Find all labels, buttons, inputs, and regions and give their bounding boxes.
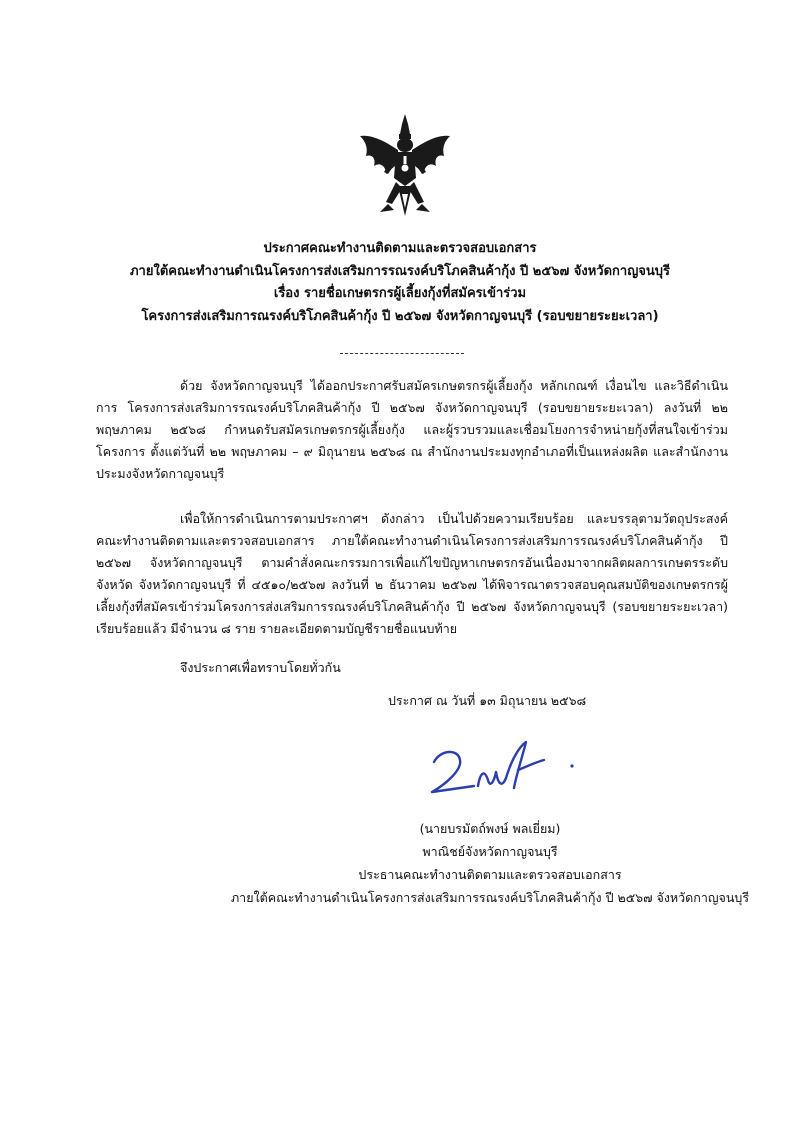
body-paragraph-1: [96, 375, 728, 485]
handwritten-signature: [420, 732, 590, 802]
signatory-position-2: ประธานคณะทำงานติดตามและตรวจสอบเอกสาร: [358, 867, 622, 882]
announcement-header: [60, 238, 740, 328]
header-line-3: เรื่อง รายชื่อเกษตรกรผู้เลี้ยงกุ้งที่สมัครเข้าร่วม: [273, 286, 527, 301]
signatory-position-1: พาณิชย์จังหวัดกาญจนบุรี: [422, 844, 558, 859]
body-paragraph-2: [96, 508, 728, 640]
garuda-emblem-icon: [358, 112, 452, 224]
separator-line: [340, 353, 464, 354]
header-line-2: ภายใต้คณะทำงานดำเนินโครงการส่งเสริมการรณรงค์บริโภคสินค้ากุ้ง ปี ๒๕๖๗ จังหวัดกาญจนบุรี: [129, 263, 671, 279]
announcement-date: ประกาศ ณ วันที่ ๑๓ มิถุนายน ๒๕๖๘: [388, 693, 587, 708]
paragraph-2-text: เพื่อให้การดำเนินการตามประกาศฯ ดังกล่าว เป็นไปด้วยความเรียบร้อย และบรรลุตามวัตถุประสงค์ คณะทำงานติดตามและตรวจสอบเอกสาร ภายใต้คณะทำงานดำเนินโครงการส่งเสริมการรณรงค์บริโภคสินค้ากุ้ง ปี ๒๕๖๗ จังหวัดกาญจนบุรี ตามคำสั่งคณะกรรมการเพื่อแก้ไขปัญหาเกษตรกรอันเนื่องมาจากผลิตผลการเกษตรระดับจังหวัด จังหวัดกาญจนบุรี ที่ ๔๕๑๐/๒๕๖๗ ลงวันที่ ๒ ธันวาคม ๒๕๖๗ ได้พิจารณาตรวจสอบคุณสมบัติของเกษตรกรผู้เลี้ยงกุ้งที่สมัครเข้าร่วมโครงการส่งเสริมการรณรงค์บริโภคสินค้ากุ้ง ปี ๒๕๖๗ จังหวัดกาญจนบุรี (รอบขยายระยะเวลา) เรียบร้อยแล้ว มีจำนวน ๘ ราย รายละเอียดตามบัญชีรายชื่อแนบท้าย: [96, 511, 728, 636]
header-line-4: โครงการส่งเสริมการณรงค์บริโภคสินค้ากุ้ง ปี ๒๕๖๗ จังหวัดกาญจนบุรี (รอบขยายระยะเวลา): [141, 308, 659, 324]
signatory-name: (นายบรมัตถ์พงษ์ พลเยี่ยม): [419, 821, 561, 836]
closing-statement: จึงประกาศเพื่อทราบโดยทั่วกัน: [180, 660, 341, 675]
header-line-1: ประกาศคณะทำงานติดตามและตรวจสอบเอกสาร: [263, 241, 537, 256]
signatory-block: [230, 817, 750, 909]
signatory-position-3: ภายใต้คณะทำงานดำเนินโครงการส่งเสริมการรณรงค์บริโภคสินค้ากุ้ง ปี ๒๕๖๗ จังหวัดกาญจนบุรี: [230, 890, 750, 905]
paragraph-1-text: ด้วย จังหวัดกาญจนบุรี ได้ออกประกาศรับสมัครเกษตรกรผู้เลี้ยงกุ้ง หลักเกณฑ์ เงื่อนไข และวิธีดำเนินการ โครงการส่งเสริมการรณรงค์บริโภคสินค้ากุ้ง ปี ๒๕๖๗ จังหวัดกาญจนบุรี (รอบขยายระยะเวลา) ลงวันที่ ๒๒ พฤษภาคม ๒๕๖๘ กำหนดรับสมัครเกษตรกรผู้เลี้ยงกุ้ง และผู้รวบรวมและเชื่อมโยงการจำหน่ายกุ้งที่สนใจเข้าร่วมโครงการ ตั้งแต่วันที่ ๒๒ พฤษภาคม – ๙ มิถุนายน ๒๕๖๘ ณ สำนักงานประมงทุกอำเภอที่เป็นแหล่งผลิต และสำนักงานประมงจังหวัดกาญจนบุรี: [96, 378, 728, 481]
